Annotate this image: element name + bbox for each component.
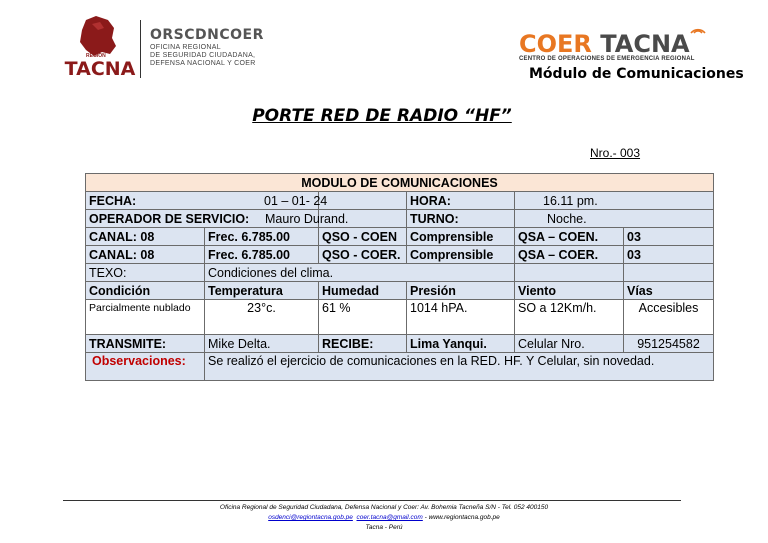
coer-word: COER	[519, 30, 592, 58]
hora-value: 16.11 pm.	[515, 192, 714, 210]
operador-label: OPERADOR DE SERVICIO:	[86, 210, 319, 228]
signal-icon	[687, 22, 709, 34]
texo-row	[86, 264, 714, 282]
fecha-label: FECHA:	[86, 192, 319, 210]
condition-header-row	[86, 282, 714, 300]
email-link-osdenci[interactable]: osdenci@regiontacna.gob.pe	[268, 514, 353, 521]
coer-subtitle: CENTRO DE OPERACIONES DE EMERGENCIA REGIONAL	[519, 56, 695, 62]
frec-value: Frec. 6.785.00	[205, 246, 319, 264]
region-label: REGIÓN	[86, 53, 106, 59]
viento-value: SO a 12Km/h.	[515, 300, 624, 335]
operador-value-text: Mauro Durand.	[265, 211, 349, 226]
org-line-1: OFICINA REGIONAL	[150, 44, 221, 51]
tacna-wordmark: TACNA	[64, 58, 136, 80]
org-title: ORSCDNCOER	[150, 27, 264, 43]
humedad-header: Humedad	[319, 282, 407, 300]
transmite-label: TRANSMITE:	[86, 335, 205, 353]
observaciones-value: Se realizó el ejercicio de comunicaciones en la RED. HF. Y Celular, sin novedad.	[205, 353, 714, 381]
document-title-text: PORTE RED DE RADIO “HF”	[252, 106, 512, 126]
observaciones-row	[86, 353, 714, 381]
canal-label: CANAL: 08	[86, 228, 205, 246]
temperatura-header: Temperatura	[205, 282, 319, 300]
fecha-value-text: 01 – 01- 24	[264, 193, 328, 208]
recibe-value: Lima Yanqui.	[407, 335, 515, 353]
header-divider	[140, 20, 141, 78]
qso-value: QSO - COER.	[319, 246, 407, 264]
condicion-value: Parcialmente nublado	[86, 300, 205, 335]
tacna-word: TACNA	[600, 30, 690, 58]
presion-header: Presión	[407, 282, 515, 300]
footer-divider	[63, 500, 681, 501]
frec-value: Frec. 6.785.00	[205, 228, 319, 246]
transmite-row	[86, 335, 714, 353]
report-table	[85, 173, 714, 381]
condicion-header: Condición	[86, 282, 205, 300]
texo-empty-2	[624, 264, 714, 282]
texo-value: Condiciones del clima.	[205, 264, 515, 282]
qsa-value: 03	[624, 228, 714, 246]
footer-city: Tacna - Perú	[365, 524, 403, 531]
web-address: - www.regiontacna.gob.pe	[422, 514, 500, 521]
temperatura-value: 23°c.	[205, 300, 319, 335]
viento-header: Viento	[515, 282, 624, 300]
vias-header: Vías	[624, 282, 714, 300]
transmite-value: Mike Delta.	[205, 335, 319, 353]
celular-value: 951254582	[624, 335, 714, 353]
presion-value: 1014 hPA.	[407, 300, 515, 335]
texo-label: TEXO:	[86, 264, 205, 282]
document-number: Nro.- 003	[590, 146, 641, 160]
qsa-label: QSA – COER.	[515, 246, 624, 264]
celular-label: Celular Nro.	[515, 335, 624, 353]
qsa-label: QSA – COEN.	[515, 228, 624, 246]
footer-contacts	[0, 513, 768, 523]
qsa-value: 03	[624, 246, 714, 264]
operador-row	[86, 210, 714, 228]
canal-label: CANAL: 08	[86, 246, 205, 264]
footer	[0, 503, 768, 533]
condition-values-row	[86, 300, 714, 335]
org-line-2: DE SEGURIDAD CIUDADANA,	[150, 52, 256, 59]
turno-label: TURNO:	[407, 210, 515, 228]
canal-row-1	[86, 228, 714, 246]
footer-address: Oficina Regional de Seguridad Ciudadana, Defensa Nacional y Coer: Av. Bohemia Tacneña S/N - Tel. 052 400150	[219, 504, 549, 511]
qso-value: QSO - COEN	[319, 228, 407, 246]
fecha-row	[86, 192, 714, 210]
module-title: Módulo de Comunicaciones	[529, 66, 744, 82]
section-title: MODULO DE COMUNICACIONES	[86, 174, 714, 192]
org-line-3: DEFENSA NACIONAL Y COER	[150, 60, 256, 67]
comp-value: Comprensible	[407, 246, 515, 264]
fecha-value	[264, 192, 407, 210]
texo-empty-1	[515, 264, 624, 282]
comp-value: Comprensible	[407, 228, 515, 246]
operador-value	[265, 210, 407, 228]
table-header-row	[86, 174, 714, 192]
coer-tacna-logo	[519, 30, 690, 58]
email-link-coer[interactable]: coer.tacna@gmail.com	[356, 514, 423, 521]
vias-value: Accesibles	[624, 300, 714, 335]
document-title	[0, 106, 768, 126]
org-subtitle	[150, 44, 256, 68]
recibe-label: RECIBE:	[319, 335, 407, 353]
hora-label: HORA:	[407, 192, 515, 210]
turno-value: Noche.	[515, 210, 714, 228]
observaciones-label: Observaciones:	[86, 353, 205, 381]
humedad-value: 61 %	[319, 300, 407, 335]
canal-row-2	[86, 246, 714, 264]
